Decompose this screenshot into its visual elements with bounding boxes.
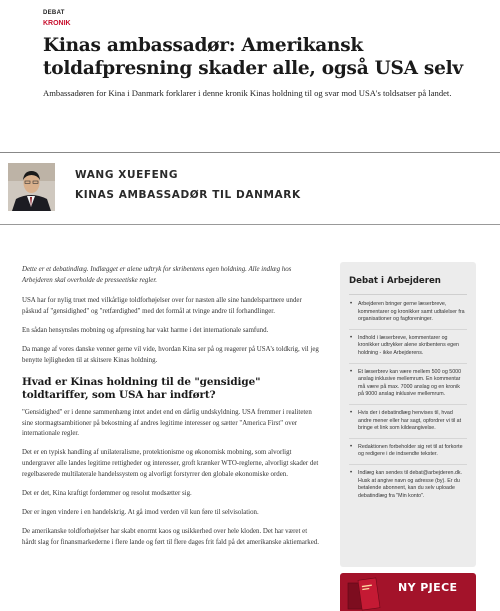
disclaimer-intro: Dette er et debatindlæg. Indlægget er alene udtryk for skribentens egen holdning. Alle indlæg hos Arbejderen skal overholde de presseetiske regler. [22, 266, 292, 284]
sidebar-item-text: Indlæg kan sendes til debat@arbejderen.dk. Husk at angive navn og adresse (by). Er du betalende abonnent, kan du selv uploade debatindlæg fra "Min konto". [358, 469, 463, 499]
article-lede: Ambassadøren for Kina i Danmark forklarer i denne kronik Kinas holdning til og svar mod USA's toldsatser på landet. [43, 88, 452, 98]
sidebar-item-text: Et læserbrev kan være mellem 500 og 5000 anslag inklusive mellemrum. En kommentar må være på max. 7000 anslag og en kronik på 9000 anslag inklusive mellemrum. [358, 368, 462, 398]
author-portrait-image [8, 163, 55, 211]
pamphlet-icon [346, 577, 390, 611]
sidebar-item [349, 335, 467, 364]
promo-label: NY PJECE [398, 581, 458, 594]
article-body [22, 265, 322, 557]
article-paragraph: "Gensidighed" er i denne sammenhæng intet andet end en dårlig undskyldning. USA fremmer i realiteten sine stormagtsambitioner på bekostning af andres legitime interesser og sætter "America First" over internationale regler. [22, 409, 312, 438]
debate-info-sidebar [340, 262, 476, 567]
sidebar-item-text: Indhold i læserbreve, kommentarer og kronikker udtrykker alene skribentens egen holdning - ikke Arbejderens. [358, 334, 459, 356]
sidebar-item-text: Hvis der i debatindlæg henvises til, hvad andre mener eller har sagt, opfordrer vi til at bringe et link som kildeangivelse. [358, 409, 462, 432]
article-paragraph: De amerikanske toldforhøjelser har skabt enormt kaos og usikkerhed over hele kloden. Det har været et hårdt slag for finansmarkederne i flere lande og ført til flere dages frit fald på det amerikanske aktiemarked. [22, 527, 319, 546]
sidebar-item-text: Arbejderen bringer gerne læserbreve, kommentarer og kronikker samt udtalelser fra organisationer og fagforeninger. [358, 301, 465, 323]
article-paragraph: Da mange af vores danske venner gerne vil vide, hvordan Kina ser på og reagerer på USA's toldkrig, vil jeg benytte lejligheden til at skitsere Kinas holdning. [22, 345, 319, 364]
article-paragraph: Der er ingen vindere i en handelskrig. At gå imod verden vil kun føre til selvisolation. [22, 508, 259, 516]
article-paragraph: En sådan hensynsløs mobning og afpresning har vakt harme i det internationale samfund. [22, 326, 269, 334]
sidebar-item [349, 301, 467, 330]
sidebar-list [349, 301, 467, 505]
bullet-dot-icon: • [350, 301, 353, 307]
sidebar-item [349, 369, 467, 405]
sidebar-item [349, 470, 467, 505]
bullet-dot-icon: • [350, 368, 353, 375]
promo-banner[interactable] [340, 573, 476, 611]
page-title: Kinas ambassadør: Amerikansk toldafpresning skader alle, også USA selv [43, 35, 463, 79]
article-paragraph: Det er det, Kina kraftigt fordømmer og resolut modsætter sig. [22, 489, 192, 497]
sidebar-item [349, 444, 467, 465]
article-paragraph: Det er en typisk handling af unilateralisme, protektionisme og økonomisk mobning, som alvorligt undergraver alle landes legitime rettigheder og interesser, groft krænker WTO-reglerne, alvorligt skader det regelbaserede multilaterale handelssystem og alvorligt forstyrrer den globale økonomiske orden. [22, 449, 319, 478]
article-paragraph: USA har for nylig truet med vilkårlige toldforhøjelser over for næsten alle sine handelspartnere under påskud af "gensidighed" og "retfærdighed" med det formål at tvinge andre til forhandlinger. [22, 297, 302, 315]
author-title: KINAS AMBASSADØR TIL DANMARK [75, 189, 301, 201]
sidebar-item-text: Redaktionen forbeholder sig ret til at forkorte og redigere i de indsendte tekster. [358, 443, 463, 458]
divider-bottom [0, 224, 500, 225]
bullet-dot-icon: • [350, 334, 353, 341]
author-photo [8, 163, 55, 211]
section-label: DEBAT [43, 10, 65, 16]
article-subheading: Hvad er Kinas holdning til de "gensidige" toldtariffer, som USA har indført? [22, 376, 261, 402]
bullet-dot-icon: • [350, 409, 353, 416]
sidebar-item [349, 410, 467, 439]
divider-top [0, 152, 500, 153]
category-link[interactable]: KRONIK [43, 20, 71, 27]
bullet-dot-icon: • [350, 469, 353, 476]
author-name: WANG XUEFENG [75, 169, 179, 181]
sidebar-title: Debat i Arbejderen [349, 276, 467, 295]
bullet-dot-icon: • [350, 443, 353, 450]
